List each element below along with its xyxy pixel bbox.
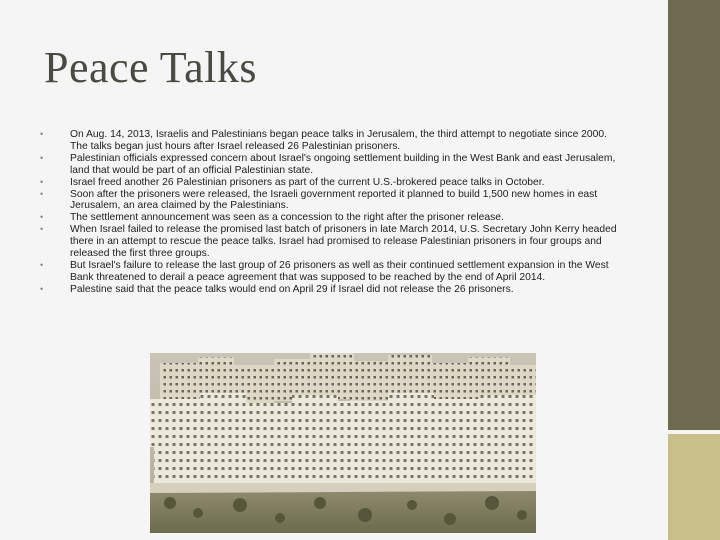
bullet-text: But Israel's failure to release the last group of 26 prisoners as well as their continued settlement expansion in the West Bank threatened to derail a peace agreement that was supposed to be reached by the end of April 2014. bbox=[70, 259, 609, 283]
hillside bbox=[150, 491, 536, 533]
bullet-item bbox=[40, 153, 625, 177]
bullet-text: Soon after the prisoners were released, the Israeli government reported it planned to build 1,500 new homes in east Jerusalem, an area claimed by the Palestinians. bbox=[70, 188, 598, 212]
bullet-icon: • bbox=[40, 259, 44, 270]
bullet-icon: • bbox=[40, 188, 44, 199]
bullet-text: The settlement announcement was seen as a concession to the right after the prisoner release. bbox=[70, 212, 504, 224]
settlement-photo bbox=[150, 353, 536, 533]
bullet-item bbox=[40, 189, 625, 213]
bullet-item bbox=[40, 260, 625, 284]
bullet-item bbox=[40, 224, 625, 260]
bullet-icon: • bbox=[40, 176, 44, 187]
bullet-icon: • bbox=[40, 224, 44, 235]
bullet-icon: • bbox=[40, 129, 44, 139]
bullet-item bbox=[40, 177, 625, 189]
bullet-icon: • bbox=[40, 152, 44, 163]
bullet-item bbox=[40, 129, 625, 153]
bullet-text: Palestinian officials expressed concern about Israel's ongoing settlement building in the West Bank and east Jerusalem, land that would be part of an official Palestinian state. bbox=[70, 152, 616, 176]
bullet-text: Israel freed another 26 Palestinian prisoners as part of the current U.S.-brokered peace talks in October. bbox=[70, 176, 545, 188]
sidebar-accent-light bbox=[668, 434, 720, 540]
bullet-item bbox=[40, 284, 625, 296]
bullet-text: When Israel failed to release the promised last batch of prisoners in late March 2014, U.S. Secretary John Kerry headed there in an attempt to rescue the peace talks. Israel had promised to release Palestinian prisoners in four groups and released the first three groups. bbox=[70, 224, 617, 260]
middle-buildings bbox=[150, 393, 536, 447]
sidebar-accent-dark bbox=[668, 0, 720, 430]
settlement-photo-illustration bbox=[150, 353, 536, 533]
bullet-text: On Aug. 14, 2013, Israelis and Palestinians began peace talks in Jerusalem, the third attempt to negotiate since 2000. The talks began just hours after Israel released 26 Palestinian prisoners. bbox=[70, 129, 607, 152]
bullet-icon: • bbox=[40, 283, 44, 294]
front-buildings bbox=[154, 439, 536, 485]
bullet-text: Palestine said that the peace talks would end on April 29 if Israel did not release the 26 prisoners. bbox=[70, 283, 514, 295]
bullet-icon: • bbox=[40, 212, 44, 223]
bullet-item bbox=[40, 212, 625, 224]
slide-title: Peace Talks bbox=[44, 43, 257, 92]
bullet-list bbox=[40, 129, 625, 296]
